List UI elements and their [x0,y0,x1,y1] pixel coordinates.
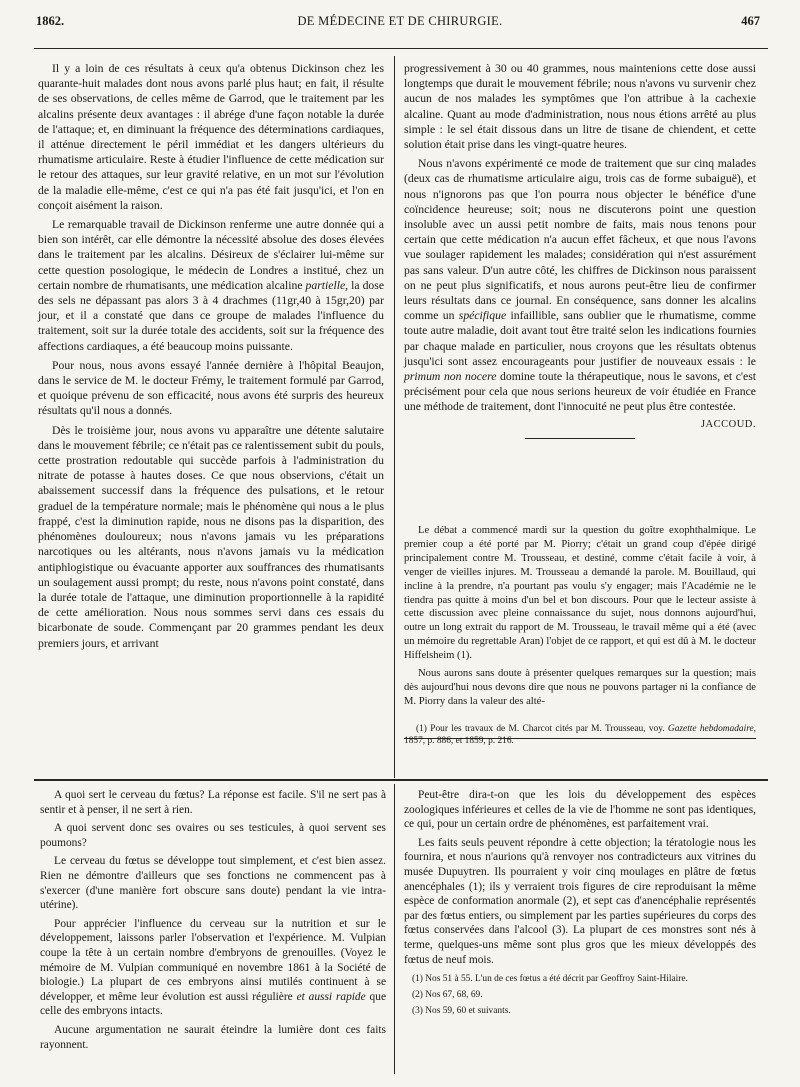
paragraph: Pour apprécier l'influence du cerveau sur la nutrition et sur le développement, laissons parler l'observation et l'expérience. M. Vulpian coupe la tête à un certain nombre d'embryons de grenouilles. (Voyez le mémoire de M. Vulpian communiqué en novembre 1861 à la Société de biologie.) La plupart de ces embryons ainsi mutilés continuent à se développer, et même leur évolution est aussi régulière et aussi rapide que celle des embryons intacts. [40,917,386,1018]
short-rule [525,438,635,439]
paragraph: Nous aurons sans doute à présenter quelques remarques sur la question; mais dès aujourd'hui nous devons dire que nous ne pouvons partager ni la confiance de M. Piorry dans la valeur des alté- [404,668,756,707]
paragraph: Nous n'avons expérimenté ce mode de traitement que sur cinq malades (deux cas de rhumatisme articulaire aigu, trois cas de forme subaiguë), et nous n'ignorons pas que l'on pourra nous objecter le bénéfice d'une coïncidence heureuse; soit; nous ne discuterons point une question insoluble avec un aussi petit nombre de faits, mais nous tenons pour certain que cette médication n'a aucun effet fâcheux, et que nous l'avons vue soulager rapidement les malades; considération qui n'est assurément pas sans valeur. D'un autre côté, les chiffres de Dickinson nous paraissent on ne peut plus significatifs, et nous aurons peut-être lieu de confirmer leurs résultats dans ce journal. En conséquence, sans donner les alcalins comme un spécifique infaillible, sans oublier que le rhumatisme, comme toute autre maladie, doit avant tout être traité selon les indications fournies par chaque malade en particulier, nous croyons que les résultats obtenus jusqu'ici sont assez encourageants pour justifier de nouveaux essais : le primum non nocere domine toute la thérapeutique, nous le savons, et c'est précisément pour cela que nous serions heureux de voir étudiée en France une méthode de traitement, dont l'innocuité ne peut plus être contestée. [404,157,756,414]
paragraph: progressivement à 30 ou 40 grammes, nous maintenions cette dose aussi longtemps que durait le mouvement fébrile; nous n'avons vu survenir chez aucun de nos malades les symptômes que l'on attribue à la cachexie alcaline. Quant au mode d'administration, nous nous étions arrêté au plus simple : le sel était dissous dans un litre de tisane de chiendent, et cette solution était prise dans les vingt-quatre heures. [404,62,756,152]
paragraph: Il y a loin de ces résultats à ceux qu'a obtenus Dickinson chez les quarante-huit malades dont nous avons parlé plus haut; en fait, il résulte de ses observations, de celles même de Garrod, que le traitement par les alcalins présente deux avantages : il abrége d'une façon notable la durée de l'attaque; et, en diminuant la fréquence des déterminations cardiaques, il atténue directement le péril immédiat et les dangers ultérieurs du rhumatisme articulaire. Reste à étudier l'influence de cette médication sur le retour des attaques, sur leur gravité relative, en un mot sur l'évolution de la maladie elle-même, c'est ce qui n'a pas été fait jusqu'ici, et l'on en conçoit aisément la raison. [38,62,384,212]
column-left-top [38,61,384,651]
header-year: 1862. [36,14,65,28]
header-rule [34,48,768,49]
page-number: 467 [741,14,760,28]
paragraph: Le remarquable travail de Dickinson renferme une autre donnée qui a bien son intérêt, car elle démontre la nécessité absolue des doses élevées dans le traitement par les alcalins. Désireux de s'éclairer lui-même sur cette question posologique, le médecin de Londres a institué, chez un certain nombre de rhumatisants, une médication alcaline partielle, la dose des sels ne dépassant pas alors 3 à 4 drachmes (11gr,40 à 15gr,20) par jour, et il a constaté que dans ce groupe de malades l'influence du traitement, soit sur la durée totale des accidents, soit sur la fréquence des affections cardiaques, a été beaucoup moins puissante. [38,218,385,353]
running-header [0,14,800,34]
column-right-bottom [404,788,756,1017]
paragraph: Dès le troisième jour, nous avons vu apparaître une détente salutaire dans le mouvement fébrile; ce n'était pas ce ralentissement subit du pouls, cette prostration redoutable qui succède parfois à l'administration du nitrate de potasse à hautes doses. Ce que nous observions, c'était un abaissement successif dans la fréquence des pulsations, et le retour graduel de la température normale; mais le phénomène qui nous a le plus frappé, c'est la diminution rapide, nous ne disons pas la disparition, des phénomènes douloureux; nous n'avons jamais vu les préparations narcotiques ou les altérants, nous n'avons jamais vu la médication antiphlogistique ou évacuante apporter aux souffrances des rhumatisants un soulagement aussi prompt; du reste, nous n'avons point constaté, dans la durée totale de l'attaque, une diminution proportionnelle à la rapidité de cette amélioration. Nous nous sommes servi dans ces essais du bicarbonate de soude. Commençant par 20 grammes pendant les deux premiers jours, et arrivant [38,423,384,650]
column-divider-top [394,56,395,778]
paragraph: Aucune argumentation ne saurait éteindre la lumière dont ces faits rayonnent. [40,1023,386,1051]
column-right-top [404,61,756,439]
paragraph: Les faits seuls peuvent répondre à cette objection; la tératologie nous les fournira, et nous n'aurions qu'à renvoyer nos contradicteurs aux vitrines du musée Dupuytren. Ils pourraient y voir cinq moulages en plâtre de fœtus anencéphales (1); ils y verraient trois figures de cire reproduisant la même espèce de conformation anormale (2), et sept cas d'anencéphalie représentés par des fœtus entiers, ou simplement par les parties supérieures du corps des fœtus conservées dans l'alcool (3). La plupart de ces monstres sont nés à terme, quelques-uns même sont plus gros que les mieux développés des fœtus de neuf mois. [404,836,756,966]
signature: JACCOUD. [700,418,756,430]
footnote: (3) Nos 59, 60 et suivants. [412,1006,511,1017]
column-left-bottom [40,788,386,1052]
paragraph: Le cerveau du fœtus se développe tout simplement, et c'est bien assez. Rien ne démontre d'ailleurs que ses fonctions ne commencent pas à s'exercer (d'une manière fort obscure sans doute) pendant la vie intra-utérine). [40,855,386,912]
paragraph: A quoi servent donc ses ovaires ou ses testicules, à quoi servent ses poumons? [40,822,386,849]
paragraph: A quoi sert le cerveau du fœtus? La réponse est facile. S'il ne sert pas à sentir et à penser, il ne sert à rien. [40,789,386,816]
footnote: (1) Nos 51 à 55. L'un de ces fœtus a été décrit par Geoffroy Saint-Hilaire. [412,974,688,985]
paragraph: Peut-être dira-t-on que les lois du développement des espèces zoologiques inférieures et celles de la vie de l'homme ne sont pas identiques, ce qui, pour un certain ordre de phénomènes, est parfaitement vrai. [404,789,756,831]
footnotes [404,973,756,1017]
paragraph: Le débat a commencé mardi sur la question du goître exophthalmique. Le premier coup a été porté par M. Piorry; c'était un grand coup d'épée dirigé principalement contre M. Trousseau, et destiné, comme c'était facile à voir, à venger de vieilles injures. M. Trousseau a demandé la parole. M. Bouillaud, qui incline à la prendre, n'a pourtant pas voulu s'y engager; mais l'Académie ne le tiendra pas quitte à moins d'un bel et bon discours. Pour que le lecteur assiste à cette discussion avec pleine connaissance du sujet, nous donnons aujourd'hui, outre un long extrait du rapport de M. Trousseau, le travail même qui a été (avec un mémoire du regrettable Aran) l'objet de ce rapport, et qui est dû à M. le docteur Hiffelsheim (1). [404,525,756,662]
paragraph: Pour nous, nous avons essayé l'année dernière à l'hôpital Beaujon, dans le service de M. le docteur Frémy, le traitement formulé par Garrod, et quoique prévenu de son efficacité, nous avons été surpris des heureux résultats qu'il nous a donnés. [38,358,384,418]
column-divider-bottom [394,784,395,1074]
header-title: DE MÉDECINE ET DE CHIRURGIE. [297,14,503,28]
footnote: (2) Nos 67, 68, 69. [412,990,483,1001]
footnote: (1) Pour les travaux de M. Charcot cités par M. Trousseau, voy. Gazette hebdomadaire, 1857, p. 886, et 1859, p. 216. [404,723,757,746]
section-divider [34,779,768,781]
column-right-middle [404,524,756,747]
